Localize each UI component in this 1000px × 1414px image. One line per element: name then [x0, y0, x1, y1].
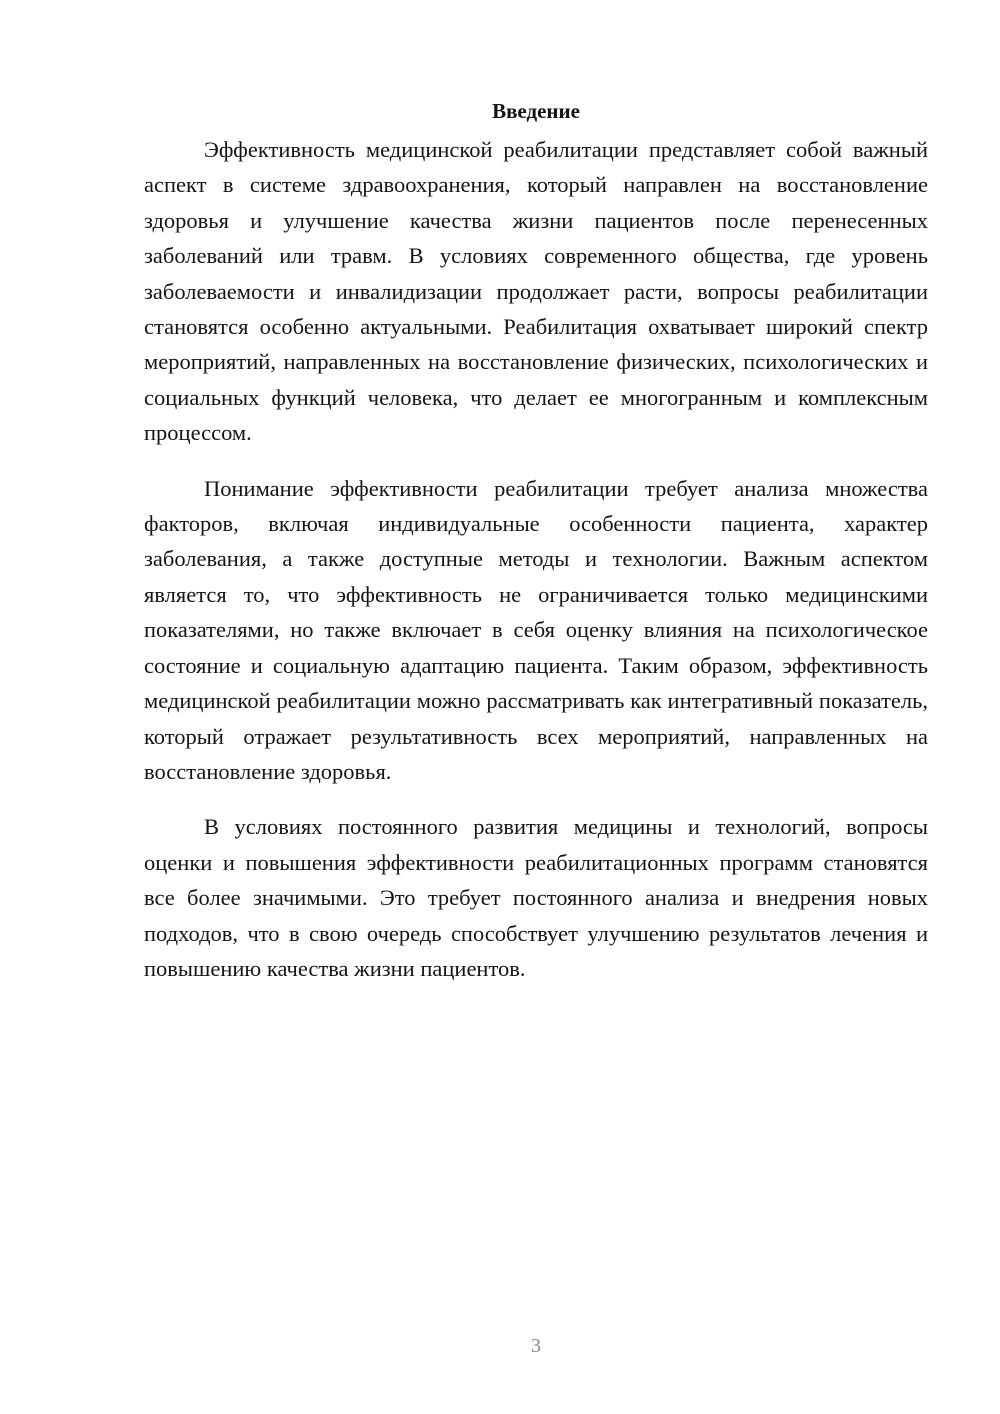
page-content: [144, 96, 928, 1006]
paragraph-2: Понимание эффективности реабилитации требует анализа множества факторов, включая индивидуальные особенности пациента, характер заболевания, а также доступные методы и технологии. Важным аспектом является то, что эффективность не ограничивается только медицинскими показателями, но также включает в себя оценку влияния на психологическое состояние и социальную адаптацию пациента. Таким образом, эффективность медицинской реабилитации можно рассматривать как интегративный показатель, который отражает результативность всех мероприятий, направленных на восстановление здоровья.: [144, 475, 928, 784]
paragraph-3: В условиях постоянного развития медицины и технологий, вопросы оценки и повышения эффективности реабилитационных программ становятся все более значимыми. Это требует постоянного анализа и внедрения новых подходов, что в свою очередь способствует улучшению результатов лечения и повышению качества жизни пациентов.: [144, 814, 928, 981]
paragraph-1: Эффективность медицинской реабилитации представляет собой важный аспект в системе здравоохранения, который направлен на восстановление здоровья и улучшение качества жизни пациентов после перенесенных заболеваний или травм. В условиях современного общества, где уровень заболеваемости и инвалидизации продолжает расти, вопросы реабилитации становятся особенно актуальными. Реабилитация охватывает широкий спектр мероприятий, направленных на восстановление физических, психологических и социальных функций человека, что делает ее многогранным и комплексным процессом.: [144, 137, 928, 446]
section-heading: Введение: [492, 99, 580, 123]
page-number: 3: [531, 1335, 541, 1357]
